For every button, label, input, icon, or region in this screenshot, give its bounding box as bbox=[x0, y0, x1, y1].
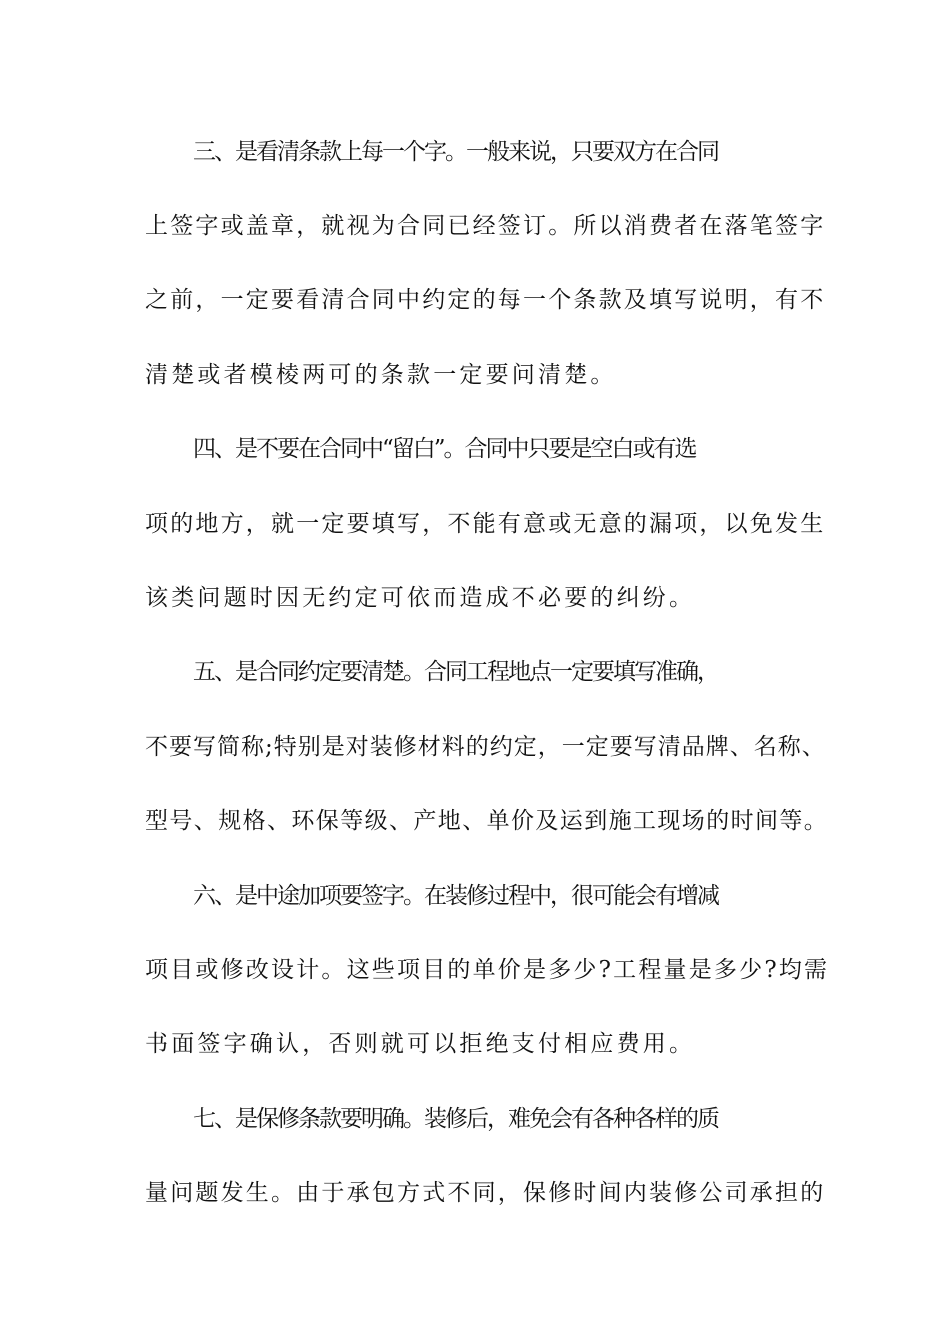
paragraph-4-line-1: 四、是不要在合同中“留白”。合同中只要是空白或有选 bbox=[193, 436, 696, 462]
paragraph-4-line-2: 项的地方，就一定要填写，不能有意或无意的漏项，以免发生 bbox=[145, 511, 826, 537]
paragraph-7-line-2: 量问题发生。由于承包方式不同，保修时间内装修公司承担的 bbox=[145, 1180, 826, 1206]
paragraph-7-line-1: 七、是保修条款要明确。装修后，难免会有各种各样的质 bbox=[193, 1106, 718, 1132]
paragraph-5-line-3: 型号、规格、环保等级、产地、单价及运到施工现场的时间等。 bbox=[145, 808, 829, 834]
paragraph-6-line-2: 项目或修改设计。这些项目的单价是多少?工程量是多少?均需 bbox=[145, 957, 830, 983]
paragraph-6-line-3: 书面签字确认，否则就可以拒绝支付相应费用。 bbox=[145, 1031, 696, 1057]
paragraph-3-line-3: 之前，一定要看清合同中约定的每一个条款及填写说明，有不 bbox=[145, 287, 826, 313]
paragraph-3-line-1: 三、是看清条款上每一个字。一般来说，只要双方在合同 bbox=[193, 139, 718, 165]
paragraph-5-line-1: 五、是合同约定要清楚。合同工程地点一定要填写准确， bbox=[193, 659, 718, 685]
paragraph-4-line-3: 该类问题时因无约定可依而造成不必要的纠纷。 bbox=[145, 585, 696, 611]
paragraph-5-line-2: 不要写简称;特别是对装修材料的约定，一定要写清品牌、名称、 bbox=[145, 734, 826, 760]
paragraph-6-line-1: 六、是中途加项要签字。在装修过程中，很可能会有增减 bbox=[193, 883, 718, 909]
paragraph-3-line-4: 清楚或者模棱两可的条款一定要问清楚。 bbox=[145, 362, 617, 388]
paragraph-3-line-2: 上签字或盖章，就视为合同已经签订。所以消费者在落笔签字 bbox=[145, 213, 826, 239]
